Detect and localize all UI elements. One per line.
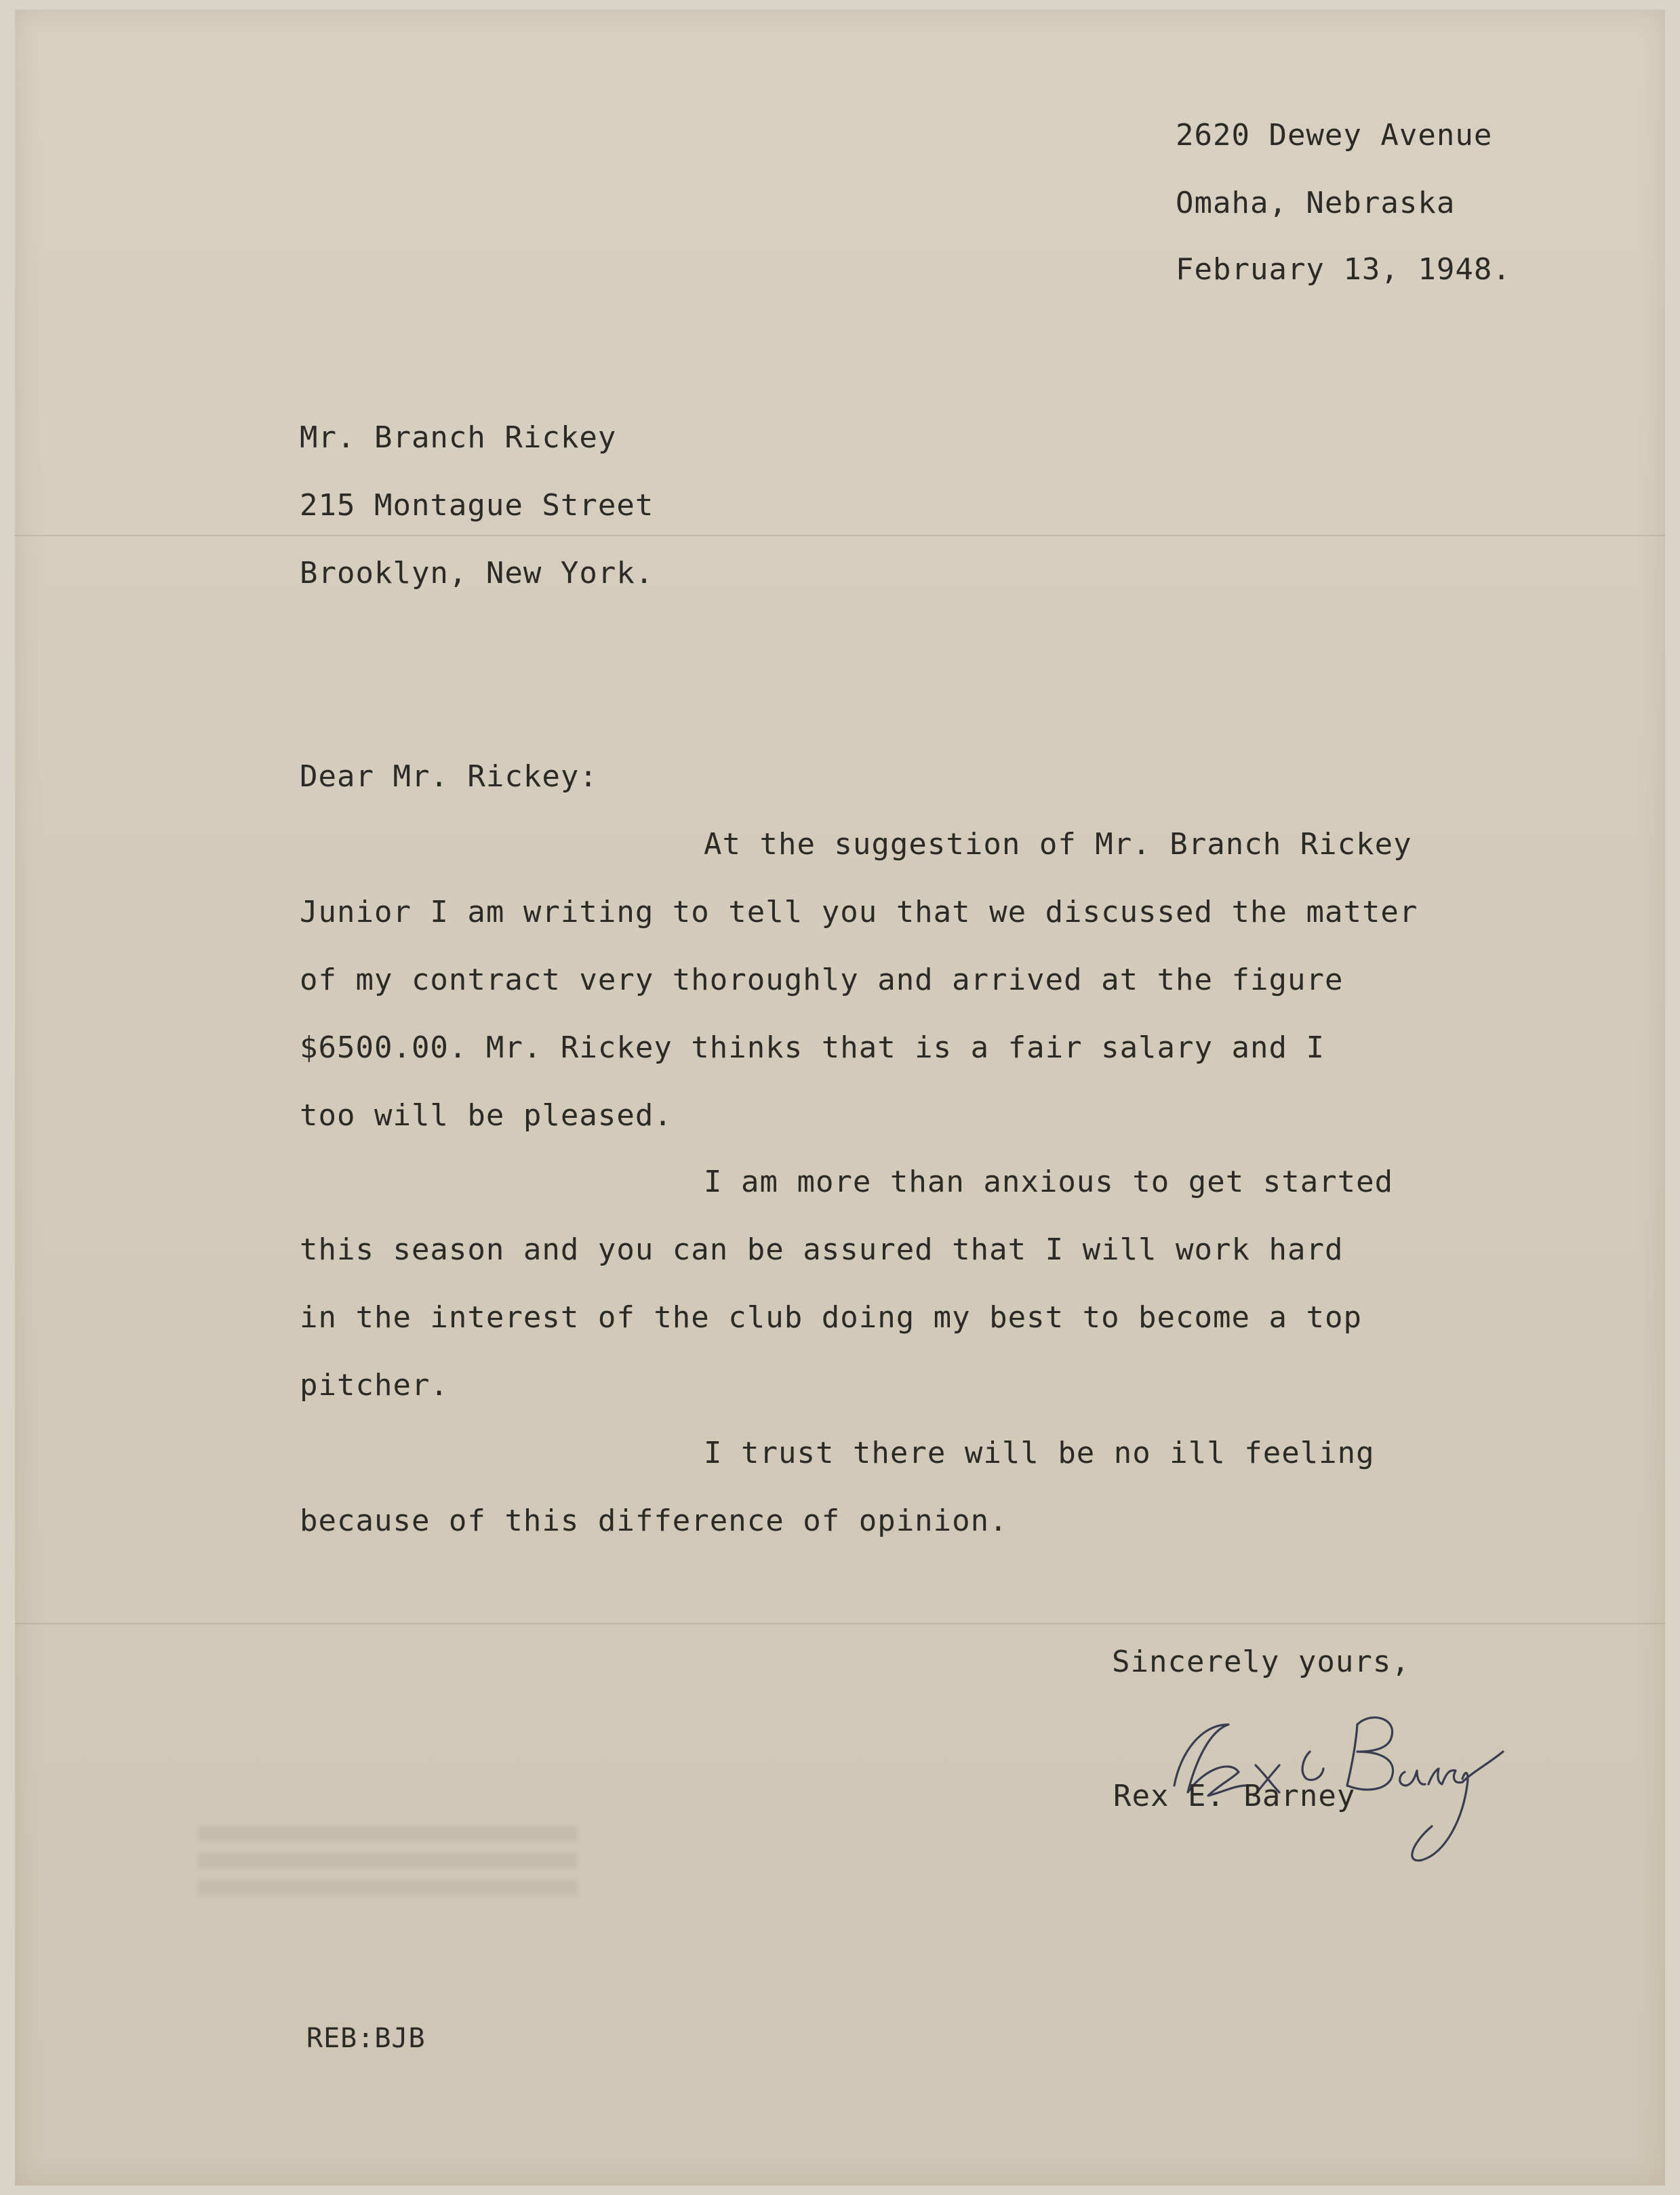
letter-date: February 13, 1948. xyxy=(1176,252,1511,287)
fold-line xyxy=(15,1623,1665,1624)
body-line: this season and you can be assured that I will work hard xyxy=(300,1232,1344,1267)
typed-name: Rex E. Barney xyxy=(1113,1779,1356,1813)
recipient-name: Mr. Branch Rickey xyxy=(300,420,617,455)
body-line: pitcher. xyxy=(300,1368,449,1403)
sender-street: 2620 Dewey Avenue xyxy=(1176,118,1493,153)
body-line: Junior I am writing to tell you that we discussed the matter xyxy=(300,895,1418,929)
body-line: $6500.00. Mr. Rickey thinks that is a fair salary and I xyxy=(300,1030,1325,1065)
body-line: in the interest of the club doing my best to become a top xyxy=(300,1300,1362,1335)
faded-text-bleed xyxy=(198,1826,578,1908)
recipient-city: Brooklyn, New York. xyxy=(300,556,654,590)
letter-page xyxy=(15,9,1665,2186)
reference-initials: REB:BJB xyxy=(306,2023,426,2054)
body-line: At the suggestion of Mr. Branch Rickey xyxy=(704,827,1412,862)
salutation: Dear Mr. Rickey: xyxy=(300,759,598,794)
body-line: I am more than anxious to get started xyxy=(704,1165,1394,1199)
sender-city: Omaha, Nebraska xyxy=(1176,186,1456,220)
body-line: of my contract very thoroughly and arrived at the figure xyxy=(300,963,1344,997)
body-line: too will be pleased. xyxy=(300,1098,673,1133)
recipient-street: 215 Montague Street xyxy=(300,488,654,523)
closing: Sincerely yours, xyxy=(1112,1645,1410,1679)
body-line: I trust there will be no ill feeling xyxy=(704,1436,1375,1470)
fold-line xyxy=(15,535,1665,536)
body-line: because of this difference of opinion. xyxy=(300,1504,1008,1538)
